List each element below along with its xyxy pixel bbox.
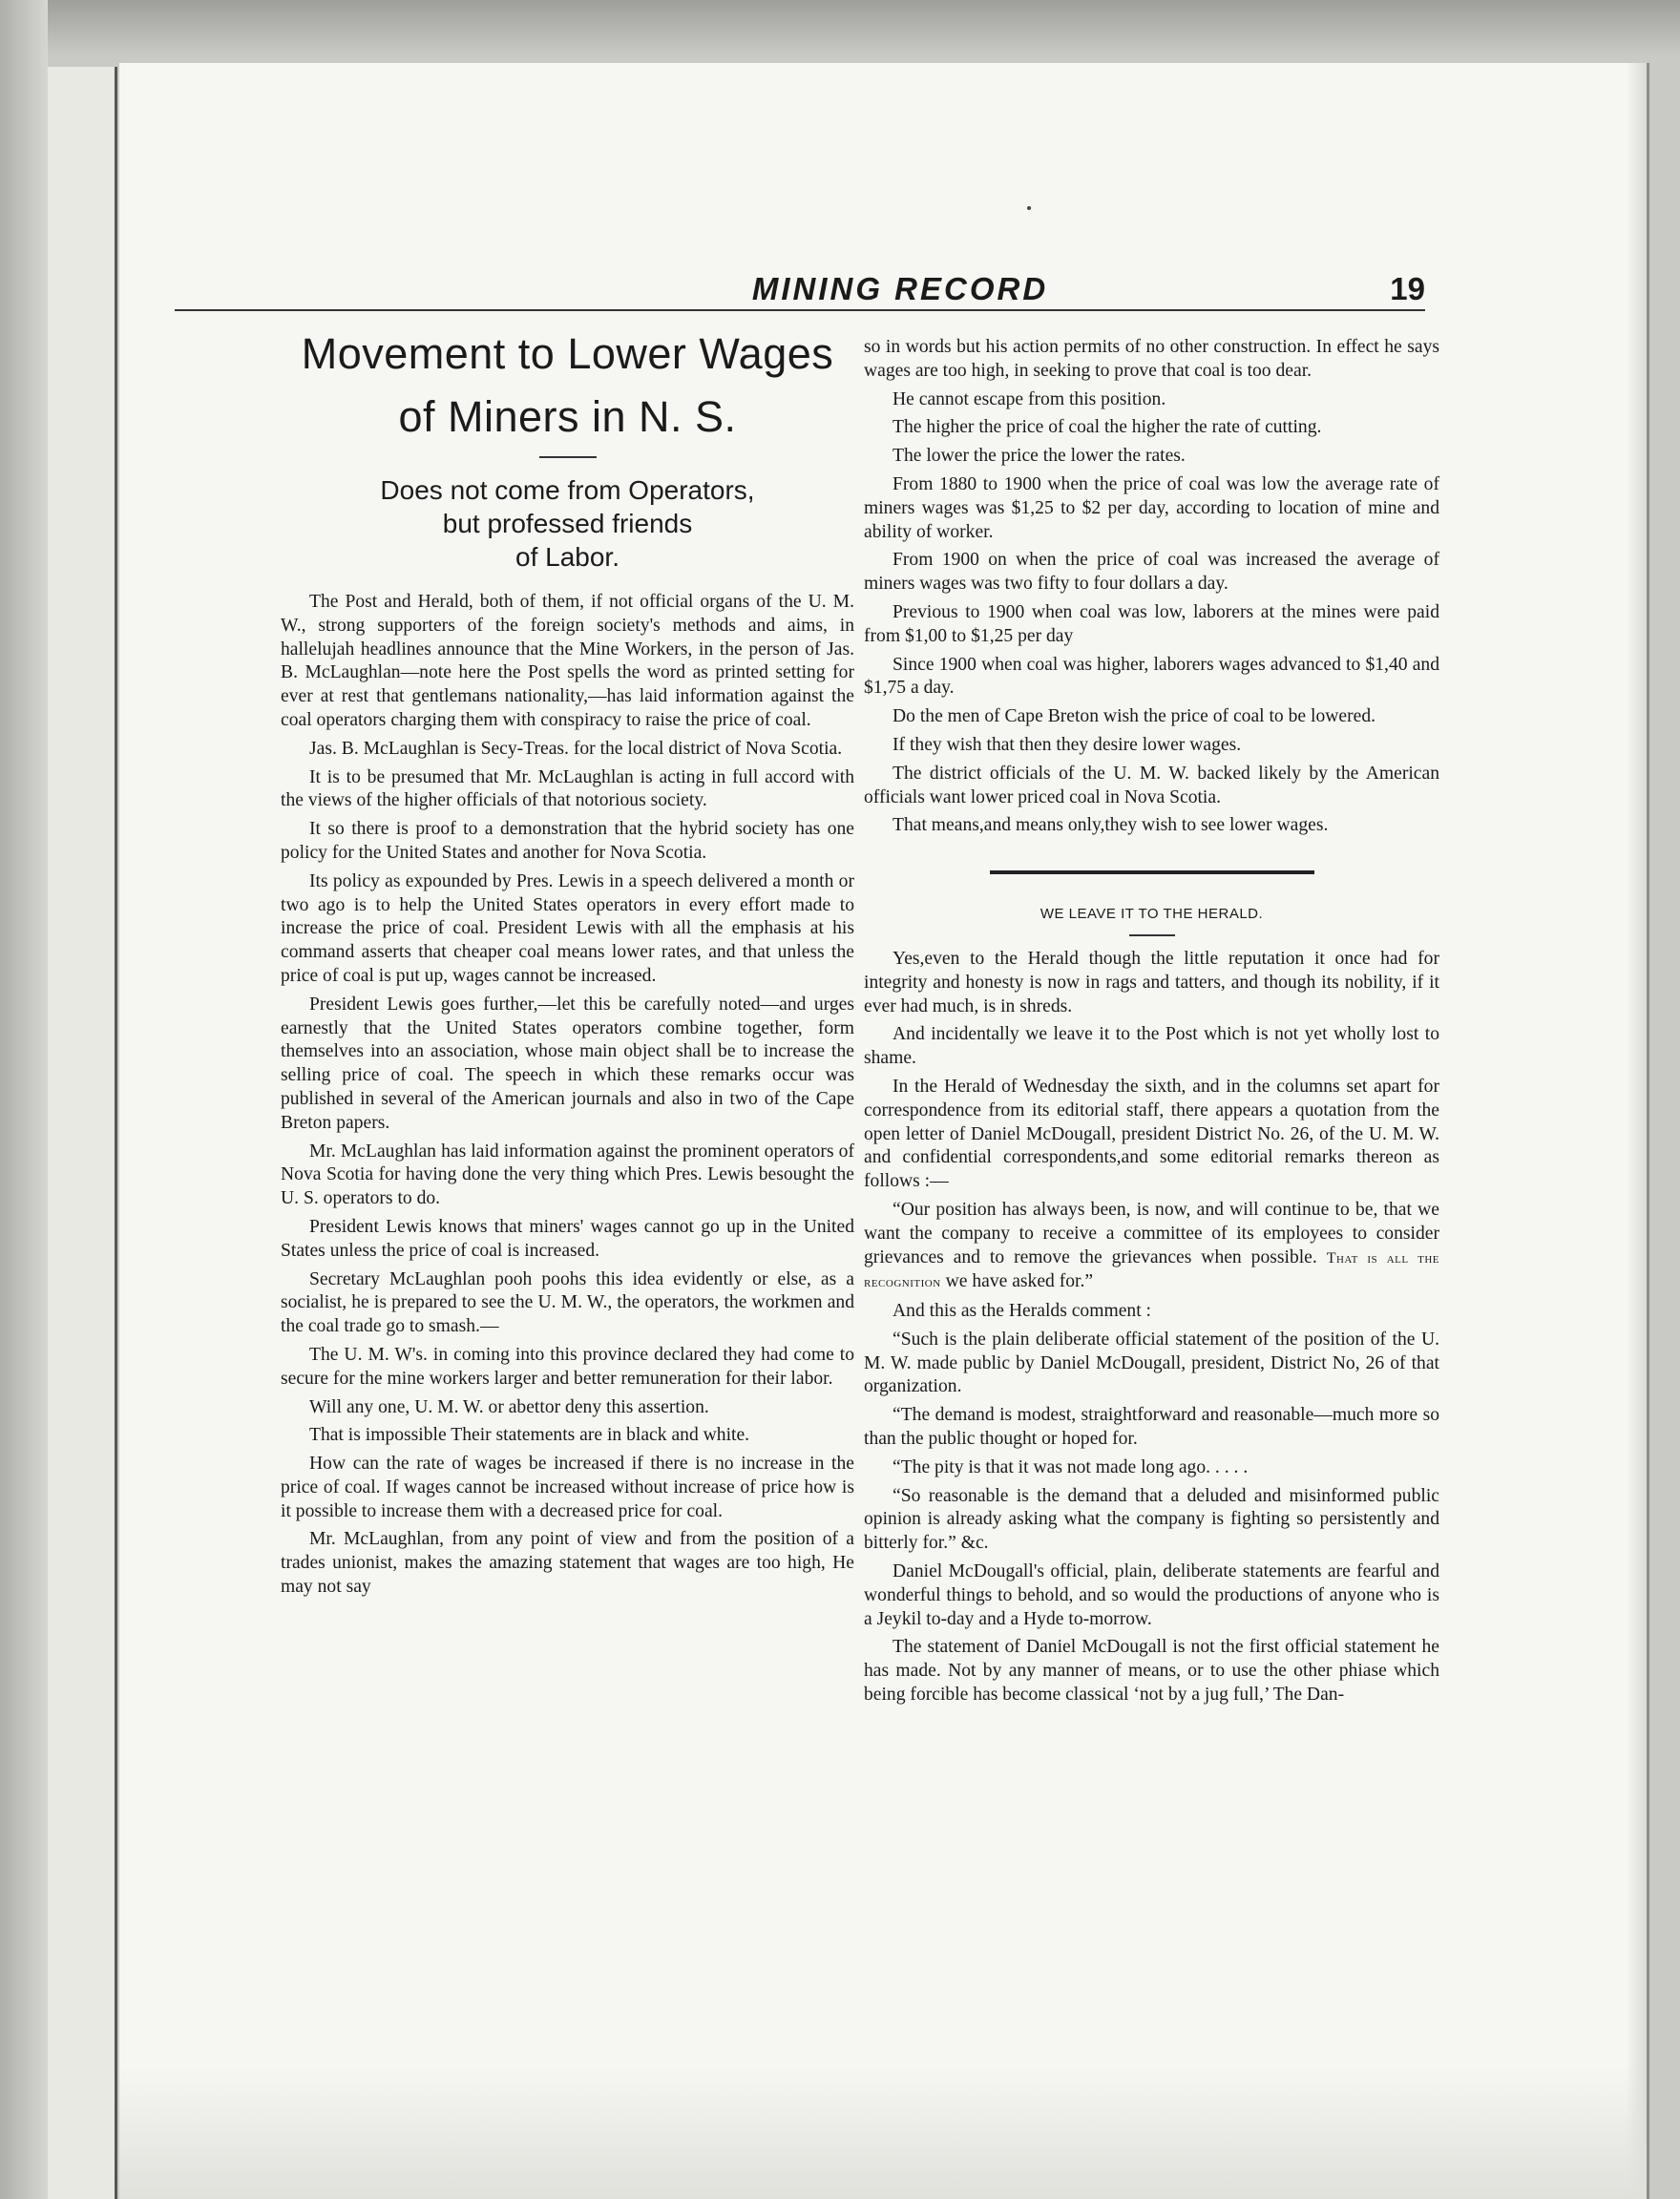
page-bottom-shade xyxy=(119,2065,1647,2199)
body-paragraph: The higher the price of coal the higher the rate of cutting. xyxy=(892,417,1322,438)
body-paragraph: Its policy as expounded by Pres. Lewis in a speech delivered a month or two ago is to help the United States operators in every effort made to increase the price of coal. President Lewis with all the emphasis at his command asserts that cheaper coal means lower rates, and that unless the price of coal is put up, wages cannot be increased. xyxy=(281,870,854,986)
headline-divider xyxy=(539,456,597,458)
headline-line-2: of Miners in N. S. xyxy=(398,392,737,441)
body-paragraph: From 1880 to 1900 when the price of coal was low the average rate of miners wages was $1,25 to $2 per day, according to location of mine and ability of worker. xyxy=(864,473,1439,542)
body-paragraph: Will any one, U. M. W. or abettor deny this assertion. xyxy=(309,1396,709,1417)
body-paragraph: The district officials of the U. M. W. backed likely by the American officials want lower priced coal in Nova Scotia. xyxy=(864,763,1439,807)
left-column xyxy=(281,323,854,1604)
body-paragraph: Mr. McLaughlan has laid information against the prominent operators of Nova Scotia for having done the very thing which Pres. Lewis besought the U. S. operators to do. xyxy=(281,1141,854,1209)
body-paragraph: Jas. B. McLaughlan is Secy-Treas. for the local district of Nova Scotia. xyxy=(309,738,843,759)
body-paragraph: It so there is proof to a demonstration that the hybrid society has one policy for the United States and another for Nova Scotia. xyxy=(281,819,854,863)
facing-page-edge xyxy=(48,67,117,2199)
body-paragraph: The statement of Daniel McDougall is not the first official statement he has made. Not by any manner of means, or to use the other phiase which being forcible has become classical ‘not by a jug full,’ The Dan- xyxy=(864,1637,1439,1706)
body-paragraph: The U. M. W's. in coming into this province declared they had come to secure for the mine workers larger and better remuneration for their labor. xyxy=(281,1344,854,1389)
scan-top-edge xyxy=(0,0,1680,55)
body-paragraph: Do the men of Cape Breton wish the price of coal to be lowered. xyxy=(892,706,1376,727)
subheadline xyxy=(301,473,835,574)
headline xyxy=(281,323,854,449)
body-paragraph: “The demand is modest, straightforward and reasonable—much more so than the public thought or hoped for. xyxy=(864,1405,1439,1450)
quote-emphasis: That is all the recognition xyxy=(864,1249,1439,1291)
body-paragraph: so in words but his action permits of no other construction. In effect he says wages are too high, in seeking to prove that coal is too dear. xyxy=(864,337,1439,381)
body-paragraph: President Lewis knows that miners' wages cannot go up in the United States unless the price of coal is increased. xyxy=(281,1216,854,1261)
ink-speck xyxy=(1027,206,1031,210)
body-paragraph: The lower the price the lower the rates. xyxy=(892,446,1186,467)
subhead-line-3: of Labor. xyxy=(515,542,620,572)
body-paragraph: Daniel McDougall's official, plain, deliberate statements are fearful and wonderful things to behold, and so would the productions of anyone who is a Jeykil to-day and a Hyde to-morrow. xyxy=(864,1561,1439,1629)
body-paragraph: That means,and means only,they wish to see lower wages. xyxy=(892,815,1329,836)
body-paragraph: And this as the Heralds comment : xyxy=(892,1301,1151,1322)
page-number: 19 xyxy=(1371,271,1425,307)
right-column xyxy=(864,336,1439,1712)
body-paragraph: It is to be presumed that Mr. McLaughlan is acting in full accord with the views of the higher officials of that notorious society. xyxy=(281,766,854,811)
body-paragraph: “The pity is that it was not made long ago. . . . . xyxy=(892,1456,1249,1477)
headline-line-1: Movement to Lower Wages xyxy=(301,329,834,378)
section-title: WE LEAVE IT TO THE HERALD. xyxy=(1040,906,1264,923)
body-paragraph: From 1900 on when the price of coal was increased the average of miners wages was two fifty to four dollars a day. xyxy=(864,550,1439,595)
body-paragraph: “So reasonable is the demand that a deluded and misinformed public opinion is already asking what the company is fighting so persistently and bitterly for.” &c. xyxy=(864,1485,1439,1554)
body-paragraph: President Lewis goes further,—let this be carefully noted—and urges earnestly that the United States operators combine together, form themselves into an association, whose main object shall be to increase the selling price of coal. The speech in which these remarks occur was published in several of the American journals and also in two of the Cape Breton papers. xyxy=(281,994,854,1133)
masthead-rule xyxy=(175,309,1425,311)
subhead-line-1: Does not come from Operators, xyxy=(380,475,755,505)
section-title-divider xyxy=(1129,934,1175,936)
section-divider xyxy=(990,870,1314,874)
page-fold-shadow xyxy=(1626,63,1647,2199)
body-paragraph: Previous to 1900 when coal was low, laborers at the mines were paid from $1,00 to $1,25 per day xyxy=(864,601,1439,646)
body-paragraph: How can the rate of wages be increased if there is no increase in the price of coal. If wages cannot be increased without increase of price how is it possible to increase them with a decreased price for coal. xyxy=(281,1454,854,1521)
body-paragraph: “Such is the plain deliberate official statement of the position of the U. M. W. made public by Daniel McDougall, president, District No, 26 of that organization. xyxy=(864,1329,1439,1397)
body-paragraph: Since 1900 when coal was higher, laborers wages advanced to $1,40 and $1,75 a day. xyxy=(864,654,1439,699)
scan-left-edge xyxy=(0,0,48,2199)
quote-text: “Our position has always been, is now, and will continue to be, that we want the company to receive a committee of its employees to consider grievances and to remove the grievances when possible. xyxy=(864,1199,1439,1267)
quote-end: we have asked for.” xyxy=(945,1271,1094,1292)
body-paragraph: And incidentally we leave it to the Post which is not yet wholly lost to shame. xyxy=(864,1024,1439,1069)
body-paragraph: He cannot escape from this position. xyxy=(892,388,1166,409)
body-paragraph: The Post and Herald, both of them, if not official organs of the U. M. W., strong supporters of the foreign society's methods and aims, in hallelujah headlines announce that the Mine Workers, in the person of Jas. B. McLaughlan—note here the Post spells the word as printed setting for ever at rest that gentlemans nationality,—has laid information against the coal operators charging them with conspiracy to raise the price of coal. xyxy=(281,592,854,730)
body-paragraph: That is impossible Their statements are in black and white. xyxy=(309,1425,750,1446)
masthead-title: MINING RECORD xyxy=(719,271,1082,307)
body-paragraph: Yes,even to the Herald though the little reputation it once had for integrity and honesty is now in rags and tatters, and though its nobility, if it ever had much, is in shreds. xyxy=(864,948,1439,1016)
body-paragraph: Secretary McLaughlan pooh poohs this idea evidently or else, as a socialist, he is prepared to see the U. M. W., the operators, the workmen and the coal trade go to smash.— xyxy=(281,1268,854,1337)
body-paragraph: In the Herald of Wednesday the sixth, and in the columns set apart for correspondence from its editorial staff, there appears a quotation from the open letter of Daniel McDougall, president District No. 26, of the U. M. W. and confidential correspondents,and some editorial remarks thereon as follows :— xyxy=(864,1076,1439,1192)
masthead xyxy=(175,271,1425,319)
quoted-paragraph xyxy=(864,1199,1439,1295)
subhead-line-2: but professed friends xyxy=(442,509,693,538)
body-paragraph: If they wish that then they desire lower wages. xyxy=(892,734,1242,755)
body-paragraph: Mr. McLaughlan, from any point of view and from the position of a trades unionist, makes the amazing statement that wages are too high, He may not say xyxy=(281,1529,854,1598)
